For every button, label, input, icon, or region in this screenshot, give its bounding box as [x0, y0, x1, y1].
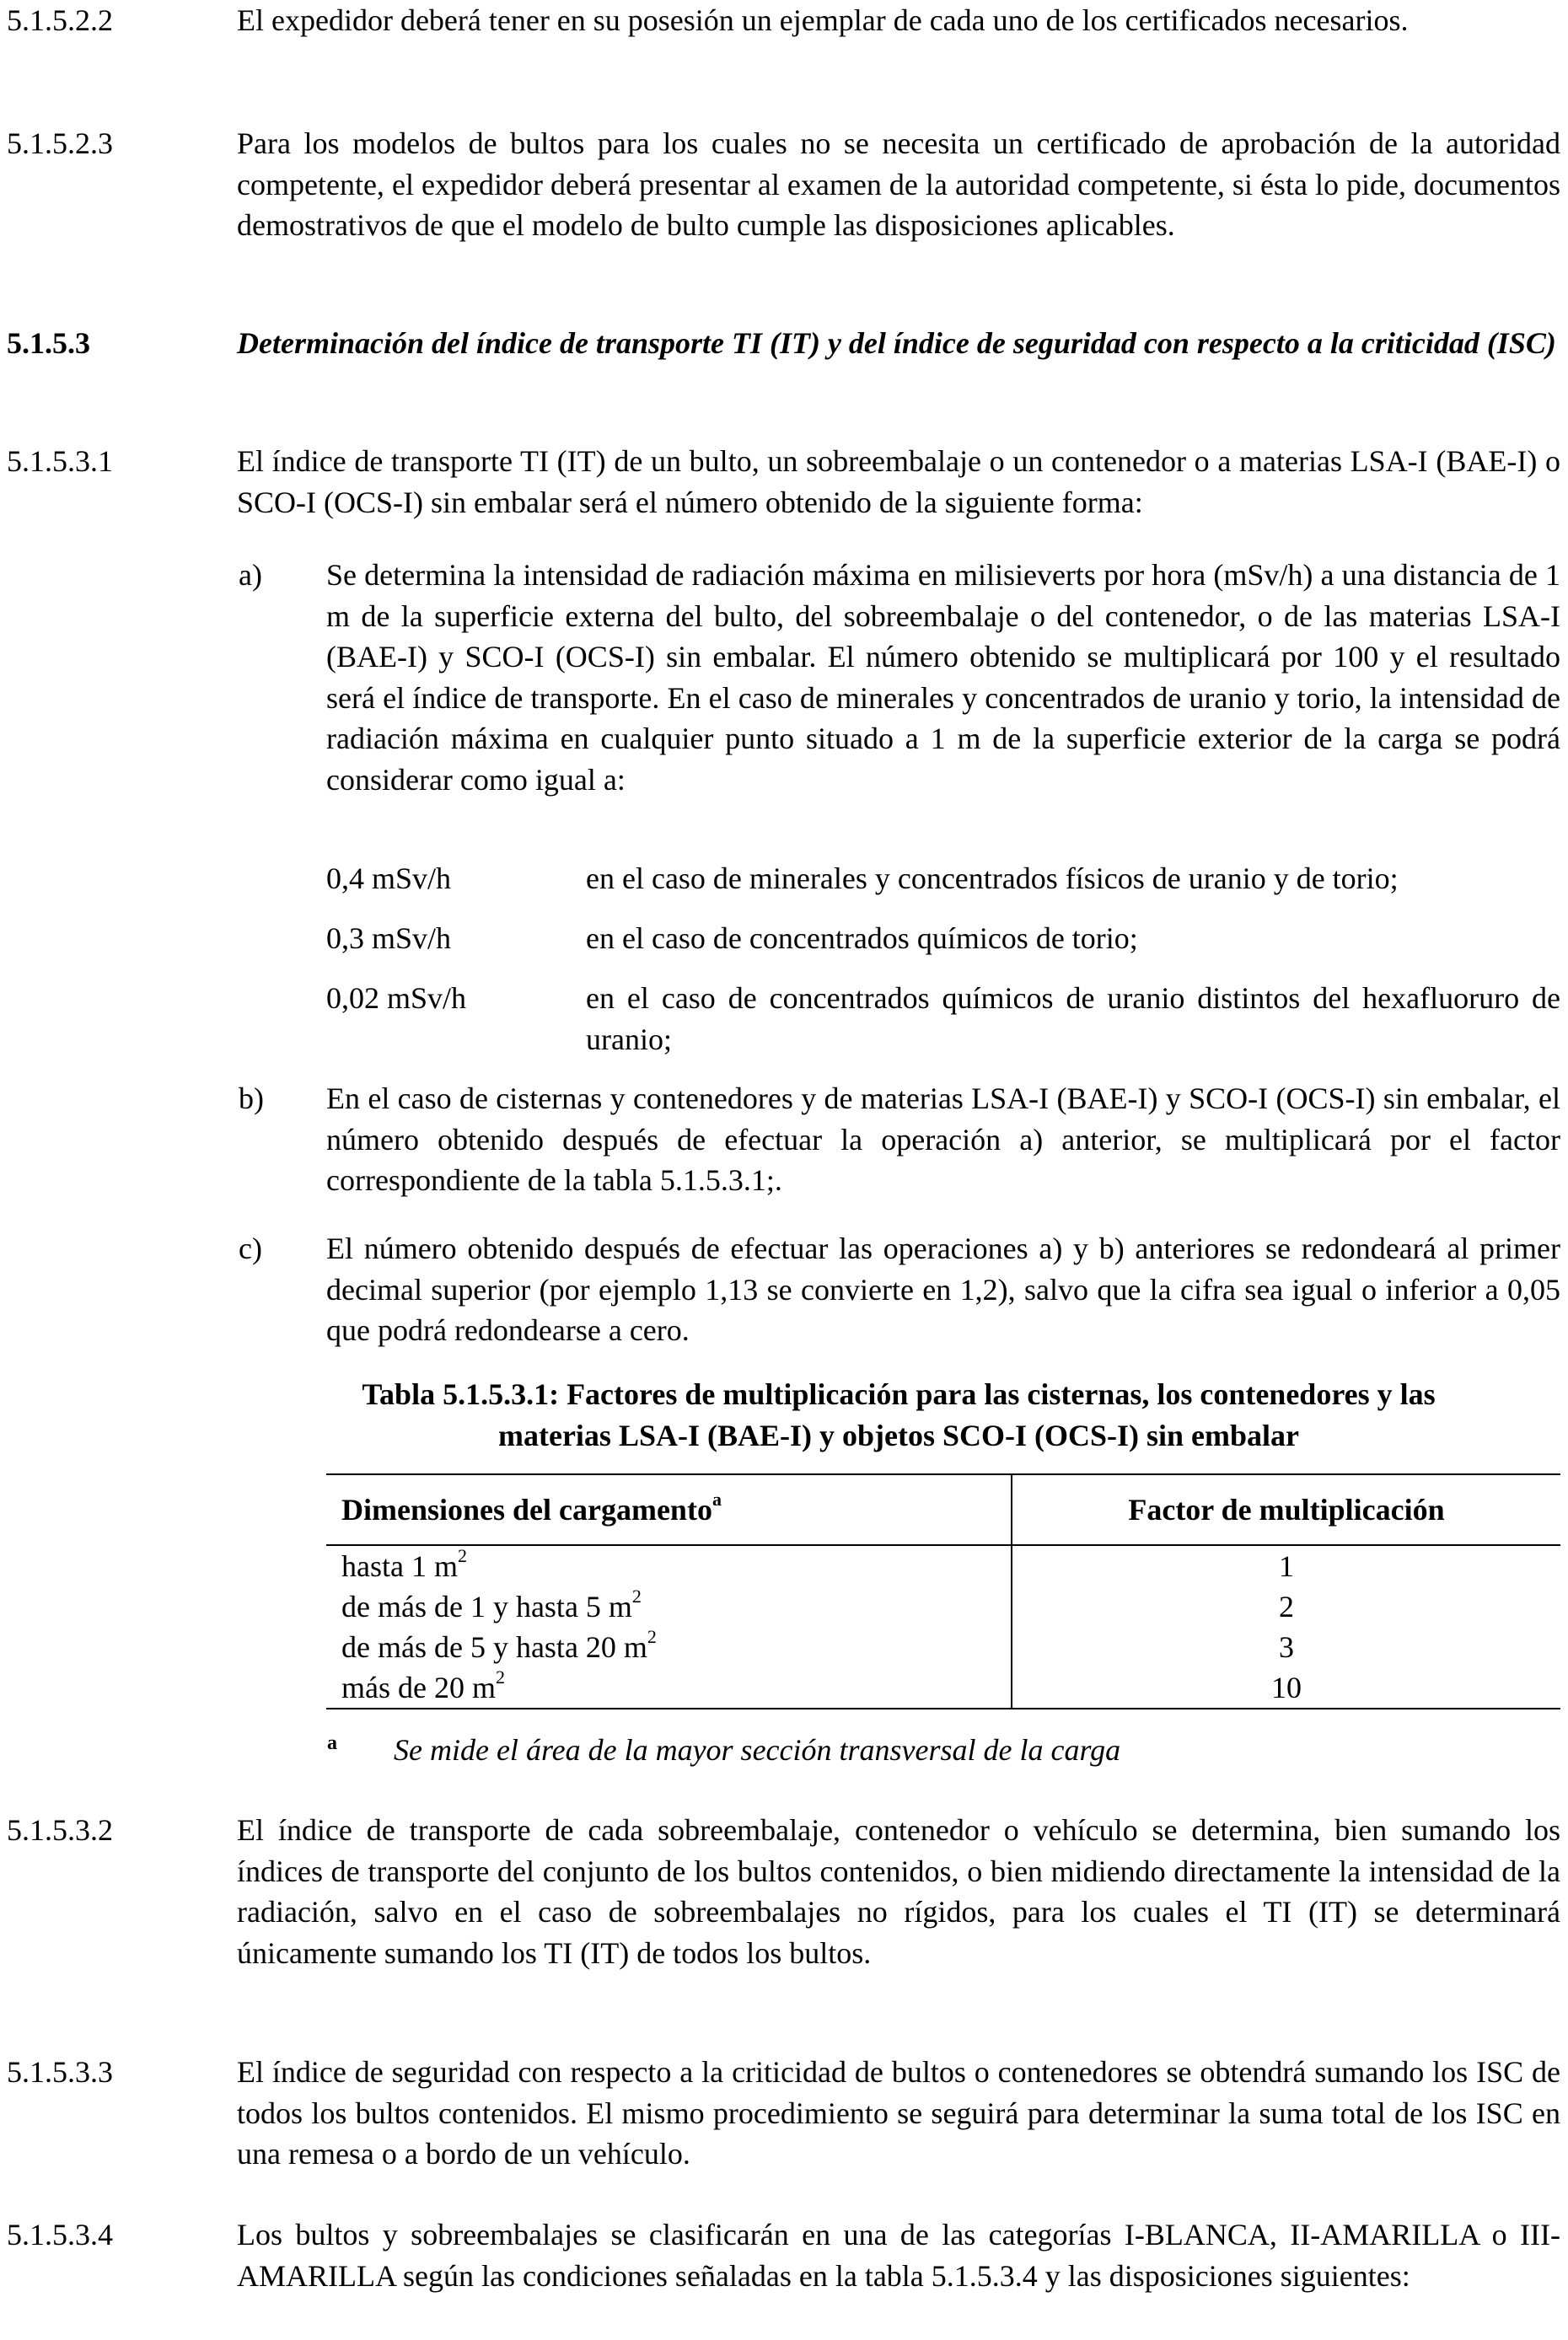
factor-cell: 3 [1012, 1627, 1560, 1667]
section-number: 5.1.5.2.3 [7, 126, 113, 160]
section-number: 5.1.5.3 [7, 326, 90, 360]
list-item-text: En el caso de cisternas y contenedores y de materias LSA-I (BAE-I) y SCO-I (OCS-I) sin embalar, el número obtenido después de efectuar la operación a) anterior, se multiplicará por el factor correspondiente de la tabla 5.1.5.3.1;. [326, 1081, 1560, 1197]
footnote-mark: a [327, 1732, 337, 1754]
table-row [326, 1586, 1560, 1627]
section-number: 5.1.5.2.2 [7, 3, 113, 37]
section-number: 5.1.5.3.2 [7, 1813, 113, 1847]
list-item-label: c) [239, 1232, 262, 1265]
section-text: El expedidor deberá tener en su posesión un ejemplar de cada uno de los certificados necesarios. [237, 3, 1409, 37]
section-heading: Determinación del índice de transporte TI (IT) y del índice de seguridad con respecto a la criticidad (ISC) [237, 326, 1556, 360]
table-caption-line2: materias LSA-I (BAE-I) y objetos SCO-I (OCS-I) sin embalar [498, 1419, 1299, 1452]
list-item-text: Se determina la intensidad de radiación máxima en milisieverts por hora (mSv/h) a una distancia de 1 m de la superficie externa del bulto, del sobreembalaje o del contenedor, o de las materias LSA-I (BAE-I) y SCO-I (OCS-I) sin embalar. El número obtenido se multiplicará por 100 y el resultado será el índice de transporte. En el caso de minerales y concentrados de uranio y torio, la intensidad de radiación máxima en cualquier punto situado a 1 m de la superficie exterior de la carga se podrá considerar como igual a: [326, 558, 1560, 797]
rate-description: en el caso de concentrados químicos de torio; [586, 921, 1138, 955]
superscript: 2 [495, 1666, 505, 1688]
multiplication-factors-table [326, 1473, 1560, 1709]
section-text: Los bultos y sobreembalajes se clasificarán en una de las categorías I-BLANCA, II-AMARILLA o III-AMARILLA según las condiciones señaladas en la tabla 5.1.5.3.4 y las disposiciones siguientes: [237, 2218, 1560, 2293]
dimension-text: de más de 5 y hasta 20 m [341, 1630, 647, 1664]
factor-cell: 2 [1012, 1586, 1560, 1627]
superscript: 2 [647, 1626, 657, 1647]
factor-cell: 10 [1012, 1667, 1560, 1709]
list-item-label: a) [239, 558, 262, 592]
footnote-ref: a [712, 1488, 722, 1510]
table-row [326, 1667, 1560, 1709]
rate-value: 0,02 mSv/h [326, 981, 467, 1015]
section-number: 5.1.5.3.4 [7, 2218, 113, 2251]
dimension-text: más de 20 m [341, 1671, 496, 1704]
footnote-text: Se mide el área de la mayor sección transversal de la carga [394, 1733, 1121, 1767]
section-text: Para los modelos de bultos para los cuales no se necesita un certificado de aprobación de la autoridad competente, el expedidor deberá presentar al examen de la autoridad competente, si ésta lo pide, documentos demostrativos de que el modelo de bulto cumple las disposiciones aplicables. [237, 126, 1560, 242]
dimension-cell [326, 1667, 1012, 1709]
section-text: El índice de seguridad con respecto a la criticidad de bultos o contenedores se obtendrá sumando los ISC de todos los bultos contenidos. El mismo procedimiento se seguirá para determinar la suma total de los ISC en una remesa o a bordo de un vehículo. [237, 2055, 1560, 2171]
dimension-cell [326, 1586, 1012, 1627]
section-number: 5.1.5.3.1 [7, 444, 113, 478]
column-header-label: Dimensiones del cargamento [341, 1492, 712, 1527]
superscript: 2 [457, 1545, 467, 1566]
rate-description: en el caso de concentrados químicos de uranio distintos del hexafluoruro de uranio; [586, 981, 1560, 1056]
rate-description: en el caso de minerales y concentrados físicos de uranio y de torio; [586, 861, 1399, 895]
factor-cell: 1 [1012, 1545, 1560, 1586]
column-header-dimensions [326, 1474, 1012, 1545]
section-text: El índice de transporte de cada sobreembalaje, contenedor o vehículo se determina, bien sumando los índices de transporte del conjunto de los bultos contenidos, o bien midiendo directamente la intensidad de la radiación, salvo en el caso de sobreembalajes no rígidos, para los cuales el TI (IT) se determinará únicamente sumando los TI (IT) de todos los bultos. [237, 1813, 1560, 1970]
superscript: 2 [631, 1586, 642, 1607]
column-header-factor: Factor de multiplicación [1012, 1474, 1560, 1545]
section-text: El índice de transporte TI (IT) de un bulto, un sobreembalaje o un contenedor o a materias LSA-I (BAE-I) o SCO-I (OCS-I) sin embalar será el número obtenido de la siguiente forma: [237, 444, 1560, 519]
dimension-text: hasta 1 m [341, 1549, 458, 1583]
rate-value: 0,3 mSv/h [326, 921, 452, 955]
section-number: 5.1.5.3.3 [7, 2055, 113, 2089]
table-row [326, 1627, 1560, 1667]
list-item-label: b) [239, 1081, 264, 1115]
list-item-text: El número obtenido después de efectuar las operaciones a) y b) anteriores se redondeará al primer decimal superior (por ejemplo 1,13 se convierte en 1,2), salvo que la cifra sea igual o inferior a 0,05 que podrá redondearse a cero. [326, 1232, 1560, 1347]
table-caption-line1: Tabla 5.1.5.3.1: Factores de multiplicación para las cisternas, los contenedores y las [362, 1377, 1436, 1411]
table-header-row [326, 1474, 1560, 1545]
table-row [326, 1545, 1560, 1586]
rate-value: 0,4 mSv/h [326, 861, 452, 895]
dimension-cell [326, 1545, 1012, 1586]
dimension-text: de más de 1 y hasta 5 m [341, 1590, 632, 1624]
dimension-cell [326, 1627, 1012, 1667]
